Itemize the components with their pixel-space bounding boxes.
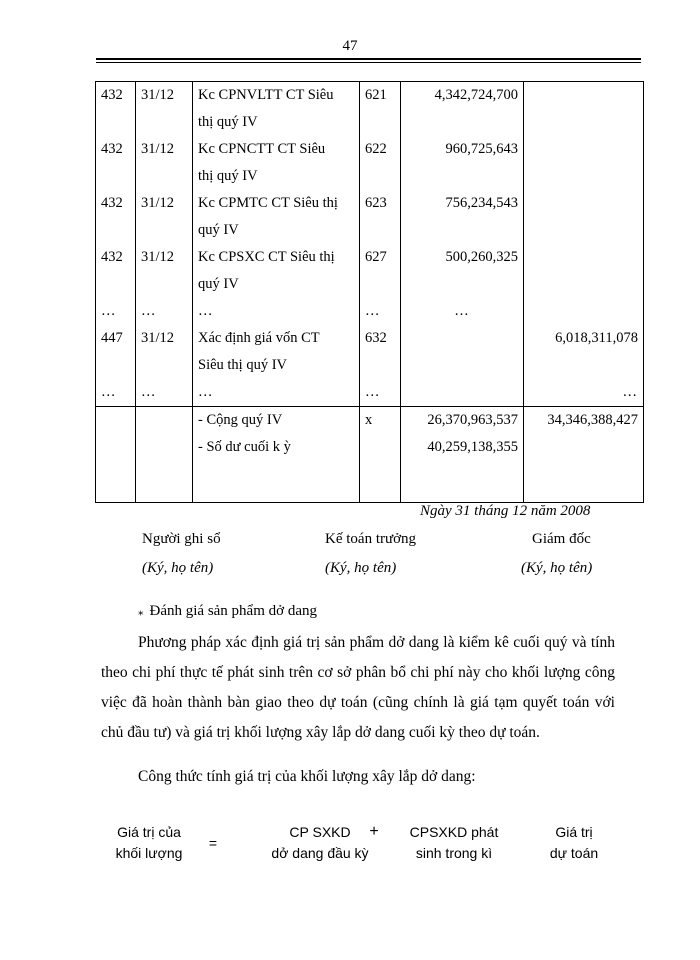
entry-credit bbox=[524, 190, 644, 244]
entry-account: 632 bbox=[360, 325, 401, 379]
entry-date: 31/12 bbox=[136, 190, 193, 244]
signature-title-recorder: Người ghi sổ bbox=[142, 531, 221, 547]
entry-description: Xác định giá vốn CT Siêu thị quý IV bbox=[193, 325, 360, 379]
page-number: 47 bbox=[342, 38, 358, 54]
table-total-row bbox=[96, 407, 644, 503]
entry-debit: 960,725,643 bbox=[401, 136, 524, 190]
entry-number: 447 bbox=[96, 325, 136, 379]
entry-number: 432 bbox=[96, 244, 136, 298]
section-heading: ⁎ Đánh giá sản phẩm dở dang bbox=[138, 603, 317, 619]
signature-title-chief-accountant: Kế toán trưởng bbox=[325, 531, 417, 547]
formula-intro: Công thức tính giá trị của khối lượng xây lắp dở dang: bbox=[138, 768, 476, 785]
table-row bbox=[96, 136, 644, 190]
entry-credit bbox=[524, 82, 644, 137]
entry-description: Kc CPNCTT CT Siêu thị quý IV bbox=[193, 136, 360, 190]
signature-title-director: Giám đốc bbox=[532, 531, 591, 547]
entry-account: … bbox=[360, 379, 401, 407]
entry-date: 31/12 bbox=[136, 136, 193, 190]
entry-date: 31/12 bbox=[136, 82, 193, 137]
entry-account: 621 bbox=[360, 82, 401, 137]
entry-number: 432 bbox=[96, 82, 136, 137]
entry-date: … bbox=[136, 298, 193, 325]
header-rule-thin bbox=[96, 62, 641, 63]
formula-term-estimate: Giá trị dự toán bbox=[549, 824, 599, 861]
entry-number: … bbox=[96, 298, 136, 325]
entry-account: 623 bbox=[360, 190, 401, 244]
signature-note-chief-accountant: (Ký, họ tên) bbox=[325, 560, 397, 576]
bullet-icon: ⁎ bbox=[138, 606, 144, 618]
signature-note-recorder: (Ký, họ tên) bbox=[142, 560, 214, 576]
entry-debit: 756,234,543 bbox=[401, 190, 524, 244]
total-debit: 26,370,963,537 40,259,138,355 bbox=[401, 407, 524, 503]
header-rule-thick bbox=[96, 58, 641, 60]
entry-account: 627 bbox=[360, 244, 401, 298]
entry-description: Kc CPMTC CT Siêu thị quý IV bbox=[193, 190, 360, 244]
entry-credit bbox=[524, 298, 644, 325]
table-row bbox=[96, 298, 644, 325]
entry-date: … bbox=[136, 379, 193, 407]
entry-debit bbox=[401, 379, 524, 407]
total-account: x bbox=[360, 407, 401, 503]
entry-number: … bbox=[96, 379, 136, 407]
table-row bbox=[96, 244, 644, 298]
entry-credit: 6,018,311,078 bbox=[524, 325, 644, 379]
signature-note-director: (Ký, họ tên) bbox=[521, 560, 593, 576]
total-labels: - Cộng quý IV - Số dư cuối k ỳ bbox=[193, 407, 360, 503]
formula-lhs: Giá trị của khối lượng bbox=[115, 824, 183, 861]
table-row bbox=[96, 82, 644, 137]
entry-account: 622 bbox=[360, 136, 401, 190]
formula-term-opening-wip: CP SXKD dở dang đầu kỳ bbox=[271, 824, 369, 861]
entry-debit: 500,260,325 bbox=[401, 244, 524, 298]
formula-plus: + bbox=[369, 823, 379, 840]
entry-number: 432 bbox=[96, 136, 136, 190]
entry-date: 31/12 bbox=[136, 325, 193, 379]
ledger-table bbox=[95, 81, 644, 503]
entry-debit bbox=[401, 325, 524, 379]
table-row bbox=[96, 325, 644, 379]
entry-credit: … bbox=[524, 379, 644, 407]
entry-credit bbox=[524, 244, 644, 298]
entry-credit bbox=[524, 136, 644, 190]
formula-equals: = bbox=[208, 835, 218, 851]
entry-description: Kc CPNVLTT CT Siêu thị quý IV bbox=[193, 82, 360, 137]
entry-description: Kc CPSXC CT Siêu thị quý IV bbox=[193, 244, 360, 298]
entry-account: … bbox=[360, 298, 401, 325]
section-paragraph: Phương pháp xác định giá trị sản phẩm dở dang là kiểm kê cuối quý và tính theo chi phí thực tế phát sinh trên cơ sở phân bổ chi phí này cho khối lượng công việc đã hoàn thành bàn giao theo dự toán (cũng chính là giá tạm quyết toán với chủ đầu tư) và giá trị khối lượng xây lắp dở dang cuối kỳ theo dự toán. bbox=[101, 634, 615, 741]
formula-term-incurred: CPSXKD phát sinh trong kì bbox=[409, 824, 499, 861]
entry-description: … bbox=[193, 379, 360, 407]
entry-debit: 4,342,724,700 bbox=[401, 82, 524, 137]
total-credit: 34,346,388,427 bbox=[524, 407, 644, 503]
entry-debit: … bbox=[401, 298, 524, 325]
date-line: Ngày 31 tháng 12 năm 2008 bbox=[420, 503, 591, 519]
entry-number: 432 bbox=[96, 190, 136, 244]
table-row bbox=[96, 190, 644, 244]
entry-description: … bbox=[193, 298, 360, 325]
table-row bbox=[96, 379, 644, 407]
entry-date: 31/12 bbox=[136, 244, 193, 298]
